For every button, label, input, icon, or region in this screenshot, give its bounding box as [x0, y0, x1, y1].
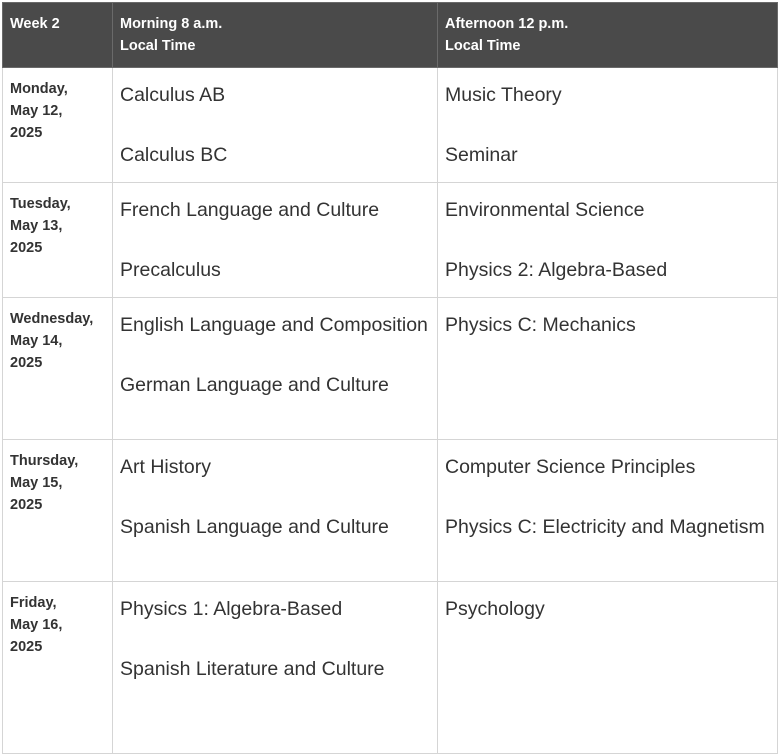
exam-name: Calculus BC: [120, 144, 228, 166]
afternoon-exams-cell: [438, 298, 778, 440]
afternoon-exams-cell: [438, 183, 778, 298]
day-line: 2025: [10, 497, 43, 513]
header-morning-line: Local Time: [120, 38, 196, 54]
exam-name: Environmental Science: [445, 199, 645, 221]
exam-name: German Language and Culture: [120, 374, 389, 396]
exam-name: Physics 1: Algebra-Based: [120, 598, 343, 620]
day-line: 2025: [10, 639, 43, 655]
day-line: Monday,: [10, 81, 68, 97]
table-row: [3, 440, 778, 582]
exam-name: Physics C: Electricity and Magnetism: [445, 516, 765, 538]
header-week: Week 2: [3, 3, 113, 68]
exam-schedule-table: [2, 2, 778, 754]
day-line: 2025: [10, 355, 43, 371]
exam-name: French Language and Culture: [120, 199, 380, 221]
morning-exams-cell: [113, 440, 438, 582]
table-row: [3, 298, 778, 440]
day-line: May 12,: [10, 103, 63, 119]
day-line: May 14,: [10, 333, 63, 349]
day-cell: [3, 582, 113, 754]
afternoon-exams-cell: [438, 582, 778, 754]
day-line: Thursday,: [10, 453, 79, 469]
header-afternoon: [438, 3, 778, 68]
exam-name: Music Theory: [445, 84, 562, 106]
day-cell: [3, 440, 113, 582]
day-line: Tuesday,: [10, 196, 71, 212]
morning-exams-cell: [113, 582, 438, 754]
exam-name: Spanish Literature and Culture: [120, 658, 385, 680]
exam-name: Physics C: Mechanics: [445, 314, 636, 336]
exam-name: Physics 2: Algebra-Based: [445, 259, 668, 281]
morning-exams-cell: [113, 183, 438, 298]
afternoon-exams-cell: [438, 440, 778, 582]
header-afternoon-line: Afternoon 12 p.m.: [445, 16, 569, 32]
day-cell: [3, 68, 113, 183]
day-line: 2025: [10, 240, 43, 256]
day-line: May 13,: [10, 218, 63, 234]
morning-exams-cell: [113, 298, 438, 440]
day-cell: [3, 298, 113, 440]
exam-name: Art History: [120, 456, 212, 478]
day-cell: [3, 183, 113, 298]
header-morning: [113, 3, 438, 68]
table-row: [3, 183, 778, 298]
header-morning-line: Morning 8 a.m.: [120, 16, 223, 32]
exam-name: Spanish Language and Culture: [120, 516, 389, 538]
afternoon-exams-cell: [438, 68, 778, 183]
day-line: 2025: [10, 125, 43, 141]
exam-name: English Language and Composition: [120, 314, 428, 336]
exam-name: Calculus AB: [120, 84, 226, 106]
day-line: May 16,: [10, 617, 63, 633]
exam-name: Psychology: [445, 598, 545, 620]
table-row: [3, 582, 778, 754]
day-line: Friday,: [10, 595, 57, 611]
header-row: [3, 3, 778, 68]
day-line: May 15,: [10, 475, 63, 491]
header-afternoon-line: Local Time: [445, 38, 521, 54]
day-line: Wednesday,: [10, 311, 94, 327]
table-row: [3, 68, 778, 183]
exam-name: Computer Science Principles: [445, 456, 696, 478]
exam-name: Precalculus: [120, 259, 221, 281]
morning-exams-cell: [113, 68, 438, 183]
exam-name: Seminar: [445, 144, 518, 166]
